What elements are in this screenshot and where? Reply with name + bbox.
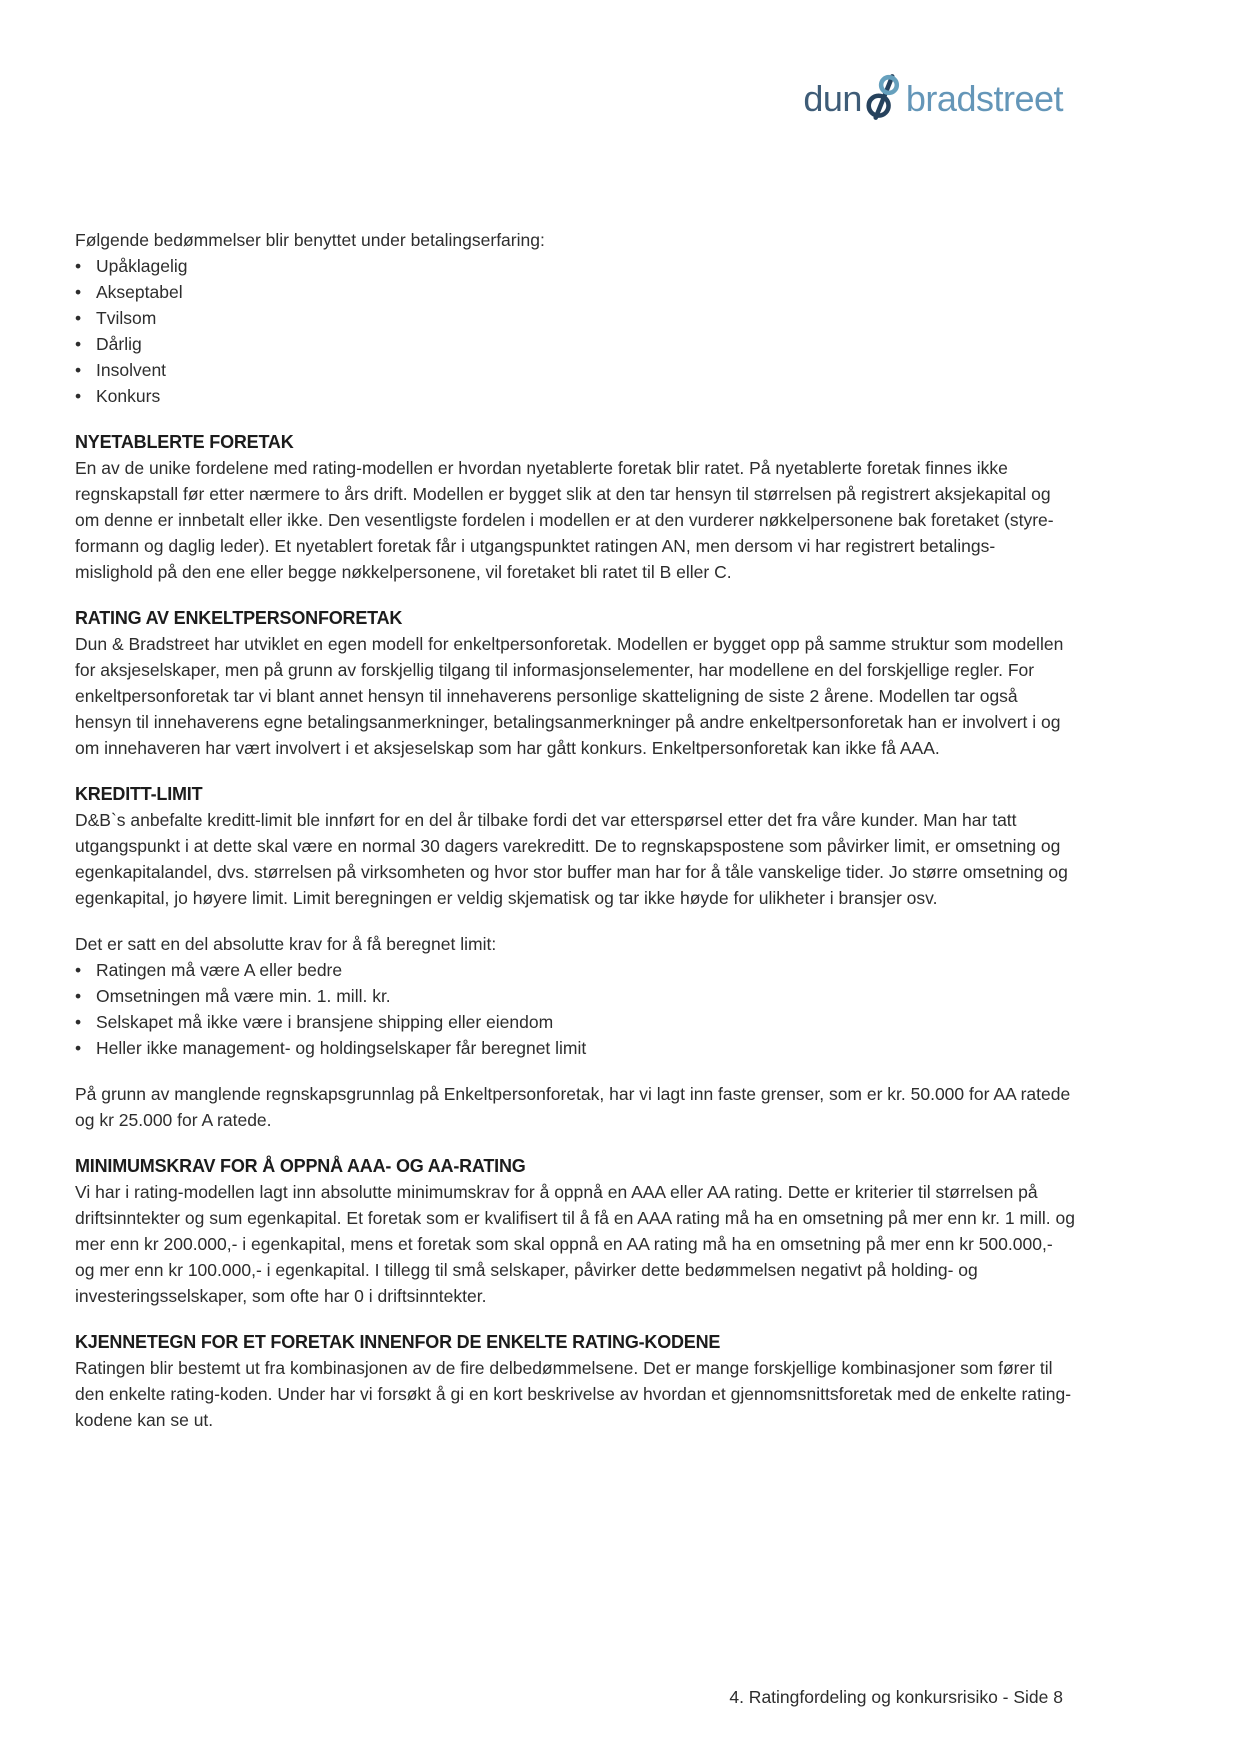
section-heading-nyetablerte-foretak: NYETABLERTE FORETAK <box>75 432 294 452</box>
list-item <box>75 957 1075 983</box>
limit-criteria-lead: Det er satt en del absolutte krav for å få beregnet limit: <box>75 934 497 954</box>
bullet-text: Omsetningen må være min. 1. mill. kr. <box>96 986 391 1006</box>
bullet-text: Tvilsom <box>96 308 157 328</box>
list-item <box>75 1035 1075 1061</box>
bullet-dot: • <box>75 282 82 302</box>
bullet-dot: • <box>75 960 82 980</box>
section-heading-kreditt-limit: KREDITT-LIMIT <box>75 784 203 804</box>
ampersand-icon <box>865 72 903 122</box>
section-heading-minimumskrav: MINIMUMSKRAV FOR Å OPPNÅ AAA- OG AA-RATING <box>75 1156 526 1176</box>
bullet-dot: • <box>75 986 82 1006</box>
list-item <box>75 357 1075 383</box>
list-item <box>75 331 1075 357</box>
bullet-text: Dårlig <box>96 334 142 354</box>
intro-lead: Følgende bedømmelser blir benyttet under betalingserfaring: <box>75 230 545 250</box>
list-item <box>75 305 1075 331</box>
dnb-logo <box>803 72 1063 126</box>
list-item <box>75 983 1075 1009</box>
bullet-text: Akseptabel <box>96 282 183 302</box>
bullet-text: Heller ikke management- og holdingselskaper får beregnet limit <box>96 1038 587 1058</box>
limit-criteria-list <box>75 957 1075 1061</box>
section-paragraph-nyetablerte-foretak: En av de unike fordelene med rating-modellen er hvordan nyetablerte foretak blir ratet. På nyetablerte foretak finnes ikke regnskapstall før etter nærmere to års drift. Modellen er bygget slik at den tar hensyn til størrelsen på registrert aksjekapital og om denne er innbetalt eller ikke. Den vesentligste fordelen i modellen er at den vurderer nøkkelpersonene bak foretaket (styre- formann og daglig leder). Et nyetablert foretak får i utgangspunktet ratingen AN, men dersom vi har registrert betalings- mislighold på den ene eller begge nøkkelpersonene, vil foretaket bli ratet til B eller C. <box>75 458 1054 582</box>
bullet-text: Upåklagelig <box>96 256 188 276</box>
bullet-dot: • <box>75 1012 82 1032</box>
bullet-text: Insolvent <box>96 360 167 380</box>
list-item <box>75 383 1075 409</box>
logo-word-dun: dun <box>803 78 862 119</box>
limit-closing-paragraph: På grunn av manglende regnskapsgrunnlag på Enkeltpersonforetak, har vi lagt inn faste grenser, som er kr. 50.000 for AA ratede og kr 25.000 for A ratede. <box>75 1084 1071 1130</box>
logo-word-bradstreet: bradstreet <box>905 78 1063 119</box>
section-paragraph-kjennetegn: Ratingen blir bestemt ut fra kombinasjonen av de fire delbedømmelsene. Det er mange forskjellige kombinasjoner som fører til den enkelte rating-koden. Under har vi forsøkt å gi en kort beskrivelse av hvordan et gjennomsnittsforetak med de enkelte rating-kodene kan se ut. <box>75 1358 1072 1430</box>
list-item <box>75 253 1075 279</box>
section-paragraph-kreditt-limit: D&B`s anbefalte kreditt-limit ble innført for en del år tilbake fordi det var etterspørsel etter det fra våre kunder. Man har tatt utgangspunkt i at dette skal være en normal 30 dagers varekreditt. De to regnskapspostene som påvirker limit, er omsetning og egenkapitalandel, dvs. størrelsen på virksomheten og hvor stor buffer man har for å tåle vanskelige tider. Jo større omsetning og egenkapital, jo høyere limit. Limit beregningen er veldig skjematisk og tar ikke høyde for ulikheter i bransjer osv. <box>75 810 1068 908</box>
bullet-dot: • <box>75 308 82 328</box>
assessment-bullet-list <box>75 253 1075 409</box>
bullet-dot: • <box>75 1038 82 1058</box>
section-heading-rating-av-enkeltpersonforetak: RATING AV ENKELTPERSONFORETAK <box>75 608 403 628</box>
section-heading-kjennetegn: KJENNETEGN FOR ET FORETAK INNENFOR DE ENKELTE RATING-KODENE <box>75 1332 721 1352</box>
bullet-dot: • <box>75 386 82 406</box>
section-paragraph-minimumskrav: Vi har i rating-modellen lagt inn absolutte minimumskrav for å oppnå en AAA eller AA rating. Dette er kriterier til størrelsen på driftsinntekter og sum egenkapital. Et foretak som er kvalifisert til å få en AAA rating må ha en omsetning på mer enn kr. 1 mill. og mer enn kr 200.000,- i egenkapital, mens et foretak som skal oppnå en AA rating må ha en omsetning på mer enn kr 500.000,- og mer enn kr 100.000,- i egenkapital. I tillegg til små selskaper, påvirker dette bedømmelsen negativt på holding- og investeringsselskaper, som ofte har 0 i driftsinntekter. <box>75 1182 1075 1306</box>
bullet-dot: • <box>75 360 82 380</box>
list-item <box>75 279 1075 305</box>
bullet-dot: • <box>75 256 82 276</box>
document-body <box>75 227 1075 1433</box>
list-item <box>75 1009 1075 1035</box>
bullet-dot: • <box>75 334 82 354</box>
bullet-text: Selskapet må ikke være i bransjene shipping eller eiendom <box>96 1012 554 1032</box>
bullet-text: Konkurs <box>96 386 161 406</box>
page-footer: 4. Ratingfordeling og konkursrisiko - Side 8 <box>729 1687 1063 1707</box>
bullet-text: Ratingen må være A eller bedre <box>96 960 343 980</box>
section-paragraph-rating-av-enkeltpersonforetak: Dun & Bradstreet har utviklet en egen modell for enkeltpersonforetak. Modellen er bygget opp på samme struktur som modellen for aksjeselskaper, men på grunn av forskjellig tilgang til informasjonselementer, har modellene en del forskjellige regler. For enkeltpersonforetak tar vi blant annet hensyn til innehaverens personlige skatteligning de siste 2 årene. Modellen tar også hensyn til innehaverens egne betalingsanmerkninger, betalingsanmerkninger på andre enkeltpersonforetak han er involvert i og om innehaveren har vært involvert i et aksjeselskap som har gått konkurs. Enkeltpersonforetak kan ikke få AAA. <box>75 634 1064 758</box>
